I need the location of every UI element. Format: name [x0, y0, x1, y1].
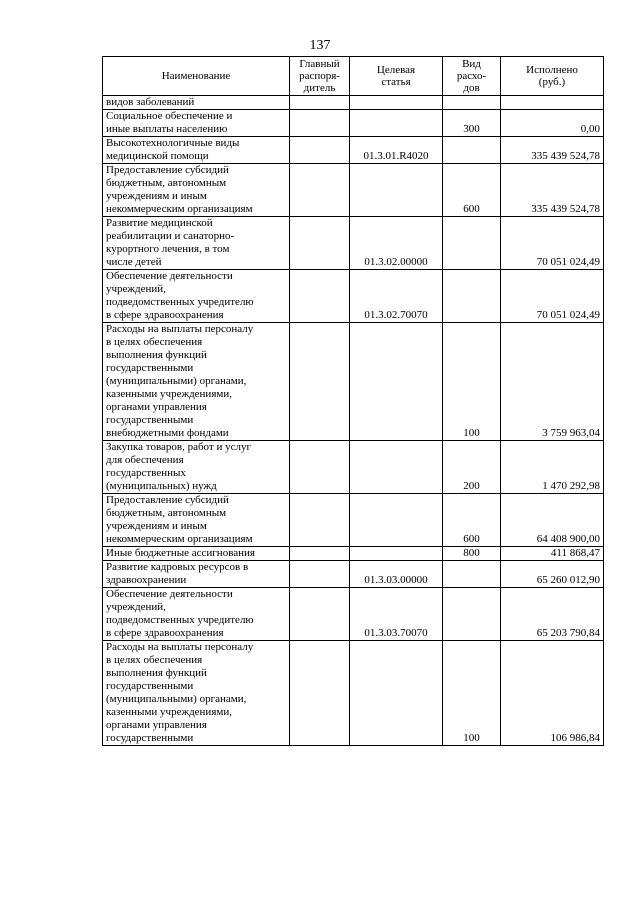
row-expense-type-cell: [443, 137, 501, 164]
row-target-article-cell: 01.3.02.00000: [350, 217, 443, 270]
row-expense-type-cell: 800: [443, 547, 501, 561]
table-row: [103, 164, 604, 217]
row-chief-manager-cell: [290, 137, 350, 164]
row-chief-manager-cell: [290, 561, 350, 588]
row-chief-manager-cell: [290, 96, 350, 110]
row-executed-cell: 65 203 790,84: [501, 588, 604, 641]
row-chief-manager-cell: [290, 588, 350, 641]
row-chief-manager-cell: [290, 547, 350, 561]
row-name-cell: Социальное обеспечение и иные выплаты населению: [103, 110, 290, 137]
row-name-cell: Развитие медицинской реабилитации и санаторно- курортного лечения, в том числе детей: [103, 217, 290, 270]
column-header-target-article: Целевая статья: [350, 57, 443, 96]
row-name-cell: Предоставление субсидий бюджетным, автономным учреждениям и иным некоммерческим организациям: [103, 494, 290, 547]
row-target-article-cell: 01.3.01.R4020: [350, 137, 443, 164]
row-target-article-cell: 01.3.03.00000: [350, 561, 443, 588]
budget-table: [102, 56, 604, 746]
row-name-cell: Расходы на выплаты персоналу в целях обеспечения выполнения функций государственными (муниципальными) органами, казенными учреждениями, органами управления государственными: [103, 641, 290, 746]
row-executed-cell: 65 260 012,90: [501, 561, 604, 588]
table-row: [103, 96, 604, 110]
row-executed-cell: 3 759 963,04: [501, 323, 604, 441]
row-name-cell: Закупка товаров, работ и услуг для обеспечения государственных (муниципальных) нужд: [103, 441, 290, 494]
row-chief-manager-cell: [290, 164, 350, 217]
table-row: [103, 270, 604, 323]
table-row: [103, 588, 604, 641]
row-target-article-cell: [350, 441, 443, 494]
row-chief-manager-cell: [290, 270, 350, 323]
row-chief-manager-cell: [290, 641, 350, 746]
column-header-executed: Исполнено (руб.): [501, 57, 604, 96]
row-target-article-cell: [350, 323, 443, 441]
row-chief-manager-cell: [290, 494, 350, 547]
row-name-cell: Расходы на выплаты персоналу в целях обеспечения выполнения функций государственными (муниципальными) органами, казенными учреждениями, органами управления государственными внебюджетными фондами: [103, 323, 290, 441]
header-row: [103, 57, 604, 96]
row-expense-type-cell: [443, 588, 501, 641]
row-name-cell: Развитие кадровых ресурсов в здравоохранении: [103, 561, 290, 588]
row-name-cell: Обеспечение деятельности учреждений, подведомственных учредителю в сфере здравоохранения: [103, 270, 290, 323]
row-target-article-cell: [350, 641, 443, 746]
column-header-expense-type: Вид расхо- дов: [443, 57, 501, 96]
row-expense-type-cell: [443, 270, 501, 323]
table-row: [103, 441, 604, 494]
table-row: [103, 494, 604, 547]
table-row: [103, 217, 604, 270]
row-expense-type-cell: 300: [443, 110, 501, 137]
row-executed-cell: 1 470 292,98: [501, 441, 604, 494]
row-expense-type-cell: 100: [443, 641, 501, 746]
row-chief-manager-cell: [290, 323, 350, 441]
column-header-name: Наименование: [103, 57, 290, 96]
row-expense-type-cell: [443, 96, 501, 110]
table-row: [103, 110, 604, 137]
row-target-article-cell: [350, 547, 443, 561]
row-expense-type-cell: [443, 217, 501, 270]
row-executed-cell: 335 439 524,78: [501, 137, 604, 164]
row-name-cell: Иные бюджетные ассигнования: [103, 547, 290, 561]
row-executed-cell: 70 051 024,49: [501, 270, 604, 323]
row-target-article-cell: 01.3.03.70070: [350, 588, 443, 641]
row-executed-cell: 0,00: [501, 110, 604, 137]
row-expense-type-cell: [443, 561, 501, 588]
row-expense-type-cell: 100: [443, 323, 501, 441]
table-row: [103, 561, 604, 588]
row-executed-cell: 411 868,47: [501, 547, 604, 561]
row-name-cell: Предоставление субсидий бюджетным, автономным учреждениям и иным некоммерческим организациям: [103, 164, 290, 217]
table-row: [103, 137, 604, 164]
row-executed-cell: [501, 96, 604, 110]
table-row: [103, 547, 604, 561]
row-expense-type-cell: 600: [443, 164, 501, 217]
row-executed-cell: 64 408 900,00: [501, 494, 604, 547]
row-executed-cell: 106 986,84: [501, 641, 604, 746]
row-executed-cell: 335 439 524,78: [501, 164, 604, 217]
row-executed-cell: 70 051 024,49: [501, 217, 604, 270]
row-chief-manager-cell: [290, 110, 350, 137]
row-chief-manager-cell: [290, 217, 350, 270]
table-row: [103, 641, 604, 746]
row-target-article-cell: [350, 494, 443, 547]
row-expense-type-cell: 200: [443, 441, 501, 494]
row-target-article-cell: 01.3.02.70070: [350, 270, 443, 323]
row-target-article-cell: [350, 110, 443, 137]
row-expense-type-cell: 600: [443, 494, 501, 547]
row-target-article-cell: [350, 96, 443, 110]
row-target-article-cell: [350, 164, 443, 217]
column-header-chief-manager: Главный распоря- дитель: [290, 57, 350, 96]
row-name-cell: Обеспечение деятельности учреждений, подведомственных учредителю в сфере здравоохранения: [103, 588, 290, 641]
row-name-cell: Высокотехнологичные виды медицинской помощи: [103, 137, 290, 164]
table-row: [103, 323, 604, 441]
page-number: 137: [309, 38, 331, 53]
row-chief-manager-cell: [290, 441, 350, 494]
row-name-cell: видов заболеваний: [103, 96, 290, 110]
